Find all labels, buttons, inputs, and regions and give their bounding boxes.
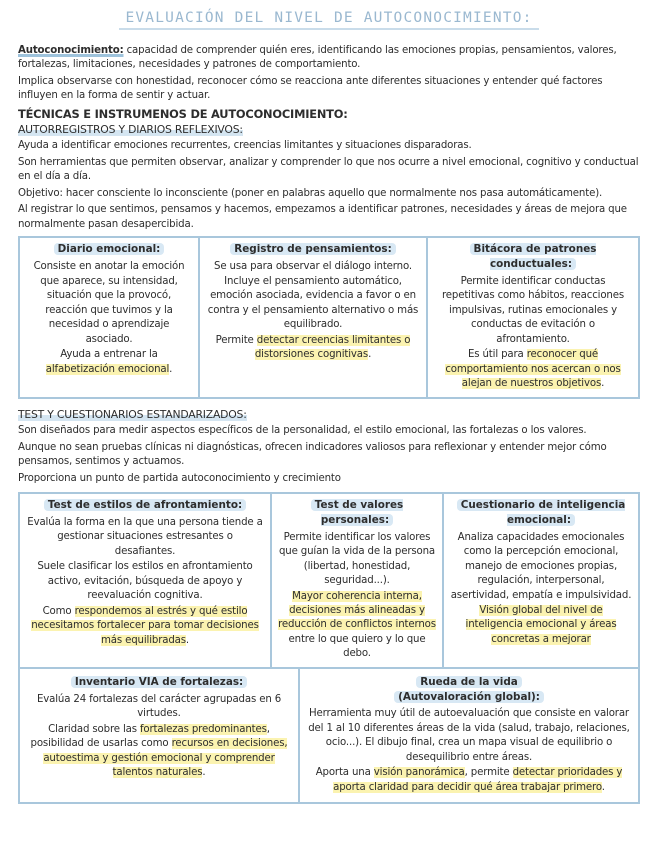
card-highlight: detectar creencias limitantes o distorsiones cognitivas <box>254 334 411 361</box>
card-test-valores <box>272 494 444 667</box>
card-text: Consiste en anotar la emoción que aparece, su intensidad, situación que la provocó, reacción que tuvimos y la necesidad o aprendizaje asociado. <box>33 261 185 345</box>
section2-line: Son diseñados para medir aspectos específicos de la personalidad, el estilo emocional, las fortalezas o los valores. <box>18 425 587 437</box>
card-text: Herramienta muy útil de autoevaluación que consiste en valorar del 1 al 10 diferentes áreas de la vida (salud, trabajo, relaciones, ocio...). El dibujo final, crea un mapa visual de equilibrio o desequilibrio entre áreas. <box>308 708 630 763</box>
card-text2: Como respondemos al estrés y qué estilo necesitamos fortalecer para tomar decisiones más equilibradas. <box>31 605 259 646</box>
card-text: Analiza capacidades emocionales como la percepción emocional, manejo de emociones propias, regulación, interpersonal, asertividad, empatía e impulsividad. <box>450 531 632 601</box>
card-bitacora-patrones <box>428 238 638 396</box>
card-text2: Es útil para reconocer qué comportamiento nos acercan o nos alejan de nuestros objetivos. <box>445 349 621 390</box>
definition-paragraph <box>18 44 640 73</box>
definition-text: capacidad de comprender quién eres, identificando las emociones propias, pensamientos, valores, fortalezas, limitaciones, necesidades y patrones de comportamiento. <box>18 45 617 71</box>
card-text-b: Suele clasificar los estilos en afrontamiento activo, evitación, búsqueda de apoyo y reevaluación cognitiva. <box>37 561 253 602</box>
section2-cards <box>18 492 640 669</box>
card-title: Cuestionario de inteligencia emocional: <box>450 498 632 528</box>
techniques-heading: TÉCNICAS E INSTRUMENOS DE AUTOCONOCIMIENTO: <box>18 106 348 121</box>
page-title: EVALUACIÓN DEL NIVEL DE AUTOCONOCIMIENTO: <box>18 8 640 32</box>
card-highlight: Mayor coherencia interna, decisiones más alineadas y reducción de conflictos internos <box>278 590 436 631</box>
definition-line2: Implica observarse con honestidad, reconocer cómo se reacciona ante diferentes situaciones y entender qué factores influyen en la forma de sentir y actuar. <box>18 75 603 102</box>
card-text: Se usa para observar el diálogo interno. Incluye el pensamiento automático, emoción asociada, evidencia a favor o en contra y el pensamiento alternativo o más equilibrado. <box>207 261 419 331</box>
card-cuestionario-ie <box>444 494 638 667</box>
card-title: Registro de pensamientos: <box>206 242 420 257</box>
card-diario-emocional <box>20 238 200 396</box>
card-highlight: visión panorámica <box>373 767 465 779</box>
card-text: Evalúa la forma en la que una persona tiende a gestionar situaciones estresantes o desafiantes. <box>27 516 263 557</box>
section1-line: Ayuda a identificar emociones recurrentes, creencias limitantes y situaciones disparadoras. <box>18 140 472 152</box>
card-inventario-via <box>20 669 300 802</box>
card-highlight-2: recursos en decisiones, autoestima y gestión emocional y comprender talentos naturales <box>43 738 288 779</box>
card-highlight: respondemos al estrés y qué estilo necesitamos fortalecer para tomar decisiones más equilibradas <box>31 605 259 646</box>
section1-heading: AUTORREGISTROS Y DIARIOS REFLEXIVOS: <box>18 123 243 137</box>
card-title-2: (Autovaloración global): <box>308 690 630 705</box>
card-test-afrontamiento <box>20 494 272 667</box>
card-highlight: Visión global del nivel de inteligencia emocional y áreas concretas a mejorar <box>465 604 617 645</box>
section1-line: Objetivo: hacer consciente lo inconsciente (poner en palabras aquello que normalmente nos pasa automáticamente). <box>18 187 603 199</box>
card-rueda-vida <box>300 669 638 802</box>
section2-line: Aunque no sean pruebas clínicas ni diagnósticas, ofrecen indicadores valiosos para reflexionar y entender mejor cómo pensamos, sentimos y actuamos. <box>18 441 607 468</box>
card-highlight: reconocer qué comportamiento nos acercan o nos alejan de nuestros objetivos <box>445 349 621 390</box>
section1-cards <box>18 236 640 398</box>
card-text: Permite identificar los valores que guían la vida de la persona (libertad, honestidad, seguridad...). <box>278 531 436 587</box>
card-title: Rueda de la vida <box>308 675 630 690</box>
card-title: Diario emocional: <box>26 242 192 257</box>
card-title: Test de estilos de afrontamiento: <box>26 498 264 513</box>
section1-line: Al registrar lo que sentimos, pensamos y hacemos, empezamos a identificar patrones, necesidades y áreas de mejora que normalmente pasan desapercibida. <box>18 204 627 230</box>
card-highlight-2: detectar prioridades y aporta claridad para decidir qué área trabajar primero <box>333 767 623 793</box>
definition-term: Autoconocimiento: <box>18 45 124 56</box>
card-title: Bitácora de patrones conductuales: <box>434 242 632 272</box>
card-text2: Claridad sobre las fortalezas predominantes, posibilidad de usarlas como recursos en decisiones, autoestima y gestión emocional y comprender talentos naturales. <box>30 723 288 779</box>
card-title: Inventario VIA de fortalezas: <box>28 675 290 690</box>
section2-heading: TEST Y CUESTIONARIOS ESTANDARIZADOS: <box>18 407 247 421</box>
card-text2 <box>450 604 632 647</box>
card-text: Evalúa 24 fortalezas del carácter agrupadas en 6 virtudes. <box>36 693 282 720</box>
section2-line: Proporciona un punto de partida autoconocimiento y crecimiento <box>18 472 341 484</box>
card-text2: Mayor coherencia interna, decisiones más alineadas y reducción de conflictos internos entre lo que quiero y lo que debo. <box>278 590 436 660</box>
card-title: Test de valores personales: <box>278 498 436 528</box>
card-highlight: fortalezas predominantes <box>140 723 267 735</box>
card-text2: Aporta una visión panorámica, permite detectar prioridades y aporta claridad para decidir qué área trabajar primero. <box>315 767 623 793</box>
section1-line: Son herramientas que permiten observar, analizar y comprender lo que nos ocurre a nivel emocional, cognitivo y conductual en el día a día. <box>18 156 639 183</box>
card-highlight: alfabetización emocional <box>45 363 170 375</box>
section2-bottom-cards <box>18 669 640 804</box>
card-text2: Permite detectar creencias limitantes o distorsiones cognitivas. <box>215 334 411 361</box>
card-text: Permite identificar conductas repetitivas como hábitos, reacciones impulsivas, rutinas emocionales y conductas de evitación o afrontamiento. <box>441 275 625 345</box>
card-registro-pensamientos <box>200 238 428 396</box>
card-text2: Ayuda a entrenar la alfabetización emocional. <box>45 349 173 375</box>
